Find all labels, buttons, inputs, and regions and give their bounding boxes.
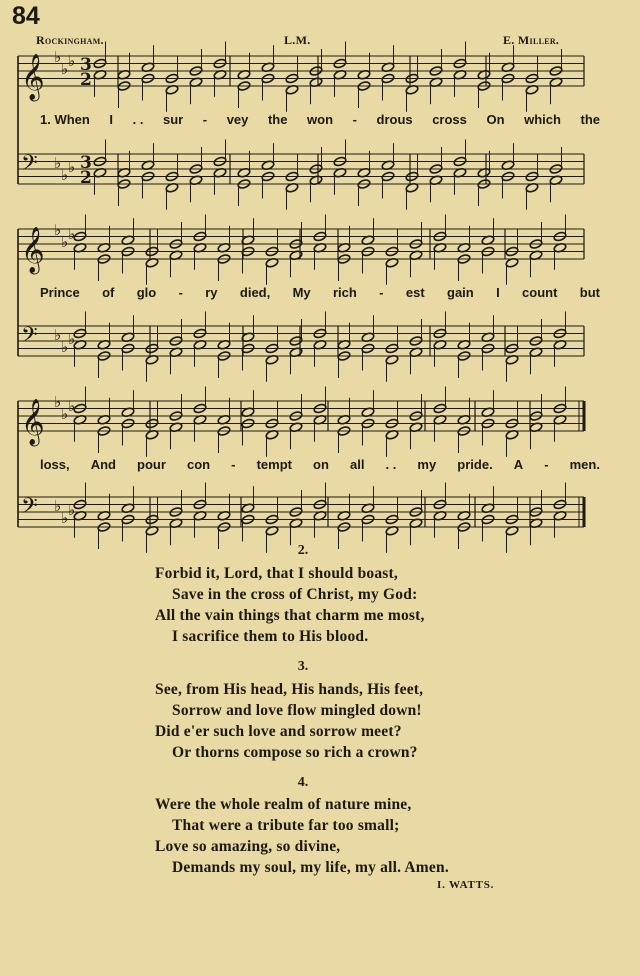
flat-icon: ♭ <box>54 497 62 515</box>
lyric-syllable: all <box>349 457 365 472</box>
bass-clef-icon: 𝄢 <box>21 151 38 181</box>
lyric-syllable: ry <box>205 285 218 300</box>
lyric-syllable: the <box>267 112 288 127</box>
time-signature: 3 <box>80 153 92 173</box>
flat-icon: ♭ <box>54 154 62 172</box>
lyric-syllable: - <box>231 457 236 472</box>
verse-line: Or thorns compose so rich a crown? <box>172 744 418 761</box>
flat-icon: ♭ <box>61 60 69 78</box>
lyric-syllable: died, <box>239 285 271 300</box>
lyric-syllable: My <box>292 285 311 300</box>
verse-line: Were the whole realm of nature mine, <box>155 796 412 813</box>
lyric-syllable: sur <box>163 112 184 127</box>
lyric-syllable: . . <box>385 457 397 472</box>
lyric-syllable: . . <box>132 112 144 127</box>
lyric-syllable: rich <box>332 285 357 300</box>
treble-clef-icon: 𝄞 <box>21 399 45 445</box>
meter: L.M. <box>284 33 311 47</box>
lyric-syllable: I <box>496 285 500 300</box>
time-signature: 3 <box>80 55 92 75</box>
lyric-syllable: est <box>405 285 425 300</box>
stanza-number: 2. <box>297 543 309 558</box>
composer: E. Miller. <box>503 33 560 47</box>
lyric-syllable: - <box>379 285 384 300</box>
lyric-syllable: of <box>102 285 115 300</box>
verse-line: That were a tribute far too small; <box>172 817 400 834</box>
lyric-syllable: Prince <box>40 285 80 300</box>
lyric-syllable: my <box>417 457 437 472</box>
lyric-syllable: but <box>579 285 600 300</box>
lyric-syllable: won <box>307 112 334 127</box>
flat-icon: ♭ <box>68 397 76 415</box>
lyric-syllable: pour <box>137 457 166 472</box>
lyric-line-1 <box>40 112 600 127</box>
lyric-syllable: men. <box>569 457 600 472</box>
bass-clef-icon: 𝄢 <box>21 494 38 524</box>
verse-line: Demands my soul, my life, my all. Amen. <box>172 859 449 876</box>
lyric-syllable: - <box>178 285 183 300</box>
flat-icon: ♭ <box>54 393 62 411</box>
tune-name: Rockingham. <box>36 33 104 47</box>
flat-icon: ♭ <box>61 233 69 251</box>
lyric-syllable: count <box>522 285 558 300</box>
lyric-line-2 <box>40 285 600 300</box>
lyric-syllable: which <box>524 112 561 127</box>
lyric-syllable: 1. When <box>40 112 90 127</box>
lyric-syllable: gain <box>447 285 474 300</box>
flat-icon: ♭ <box>54 221 62 239</box>
time-signature: 2 <box>80 168 92 188</box>
lyric-syllable: A <box>513 457 524 472</box>
lyric-syllable: - <box>202 112 208 127</box>
flat-icon: ♭ <box>68 52 76 70</box>
verse-line: Save in the cross of Christ, my God: <box>172 586 418 603</box>
flat-icon: ♭ <box>61 338 69 356</box>
flat-icon: ♭ <box>68 158 76 176</box>
lyric-syllable: tempt <box>256 457 292 472</box>
lyric-syllable: con <box>186 457 211 472</box>
flat-icon: ♭ <box>68 225 76 243</box>
flat-icon: ♭ <box>68 330 76 348</box>
lyric-syllable: cross <box>432 112 467 127</box>
lyric-syllable: glo <box>136 285 157 300</box>
lyric-syllable: on <box>313 457 329 472</box>
flat-icon: ♭ <box>61 405 69 423</box>
verse-line: See, from His head, His hands, His feet, <box>155 681 424 698</box>
verse-line: Sorrow and love flow mingled down! <box>172 702 422 719</box>
verse-line: I sacrifice them to His blood. <box>172 628 369 645</box>
time-signature: 2 <box>80 70 92 90</box>
stanza-number: 4. <box>297 775 309 790</box>
lyric-syllable: drous <box>376 112 413 127</box>
verse-line: Love so amazing, so divine, <box>155 838 341 855</box>
lyric-syllable: On <box>486 112 505 127</box>
verse-line: Forbid it, Lord, that I should boast, <box>155 565 398 582</box>
treble-clef-icon: 𝄞 <box>21 54 45 100</box>
lyric-line-3 <box>40 457 600 472</box>
lyric-syllable: the <box>580 112 600 127</box>
lyric-syllable: - <box>544 457 549 472</box>
lyric-syllable: vey <box>226 112 249 127</box>
flat-icon: ♭ <box>54 48 62 66</box>
lyric-syllable: loss, <box>40 457 70 472</box>
verse-line: All the vain things that charm me most, <box>155 607 425 624</box>
lyric-syllable: pride. <box>457 457 493 472</box>
flat-icon: ♭ <box>68 501 76 519</box>
lyric-syllable: And <box>90 457 116 472</box>
page-number: 84 <box>12 2 40 30</box>
lyric-syllable: I <box>109 112 114 127</box>
bass-clef-icon: 𝄢 <box>21 323 38 353</box>
verse-line: Did e'er such love and sorrow meet? <box>155 723 402 740</box>
treble-clef-icon: 𝄞 <box>21 227 45 273</box>
flat-icon: ♭ <box>61 166 69 184</box>
flat-icon: ♭ <box>61 509 69 527</box>
flat-icon: ♭ <box>54 326 62 344</box>
author-attribution: I. WATTS. <box>437 879 495 891</box>
lyric-syllable: - <box>352 112 357 127</box>
stanza-number: 3. <box>297 659 309 674</box>
